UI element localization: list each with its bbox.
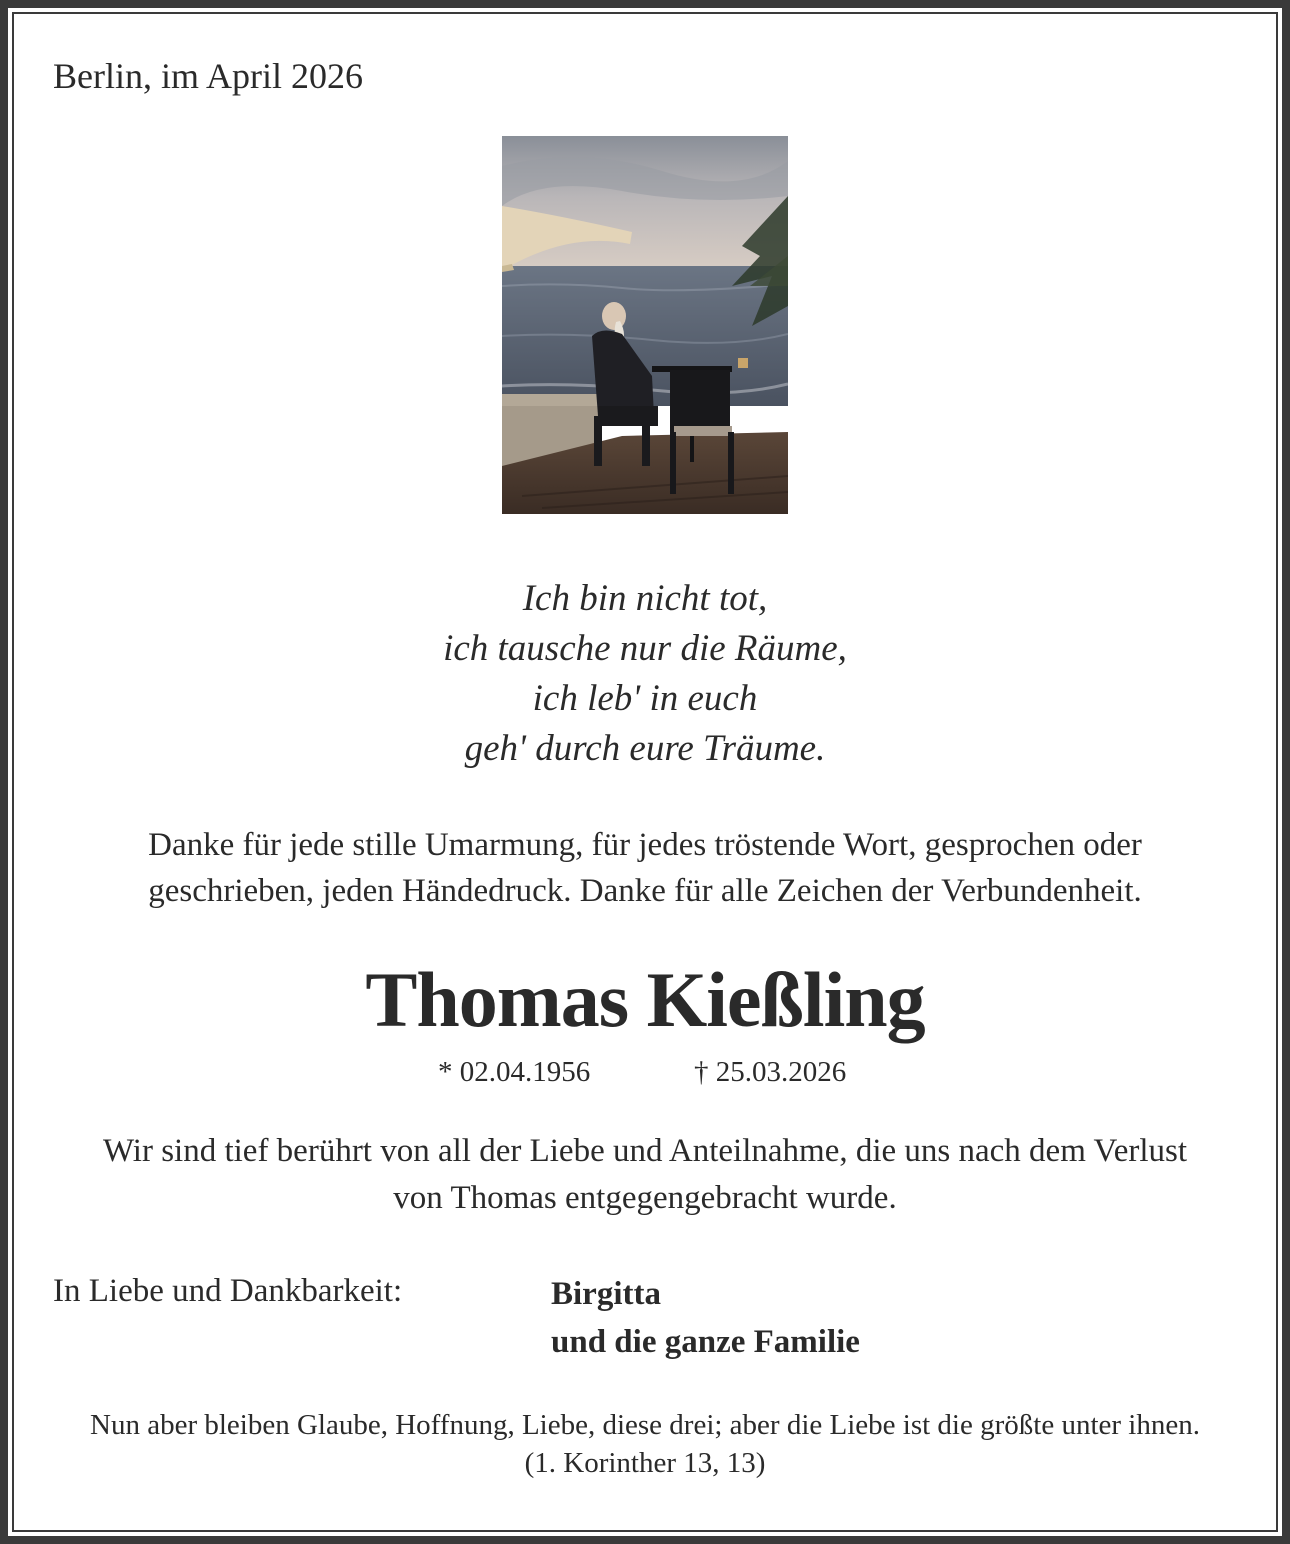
thanks-line: geschrieben, jeden Händedruck. Danke für alle Zeichen der Verbundenheit. <box>148 873 1142 909</box>
signature-names <box>551 1270 860 1366</box>
death-date: † 25.03.2026 <box>694 1056 847 1088</box>
poem-line: ich tausche nur die Räume, <box>443 628 847 669</box>
thanks-line: Danke für jede stille Umarmung, für jedes tröstende Wort, gesprochen oder <box>148 827 1142 863</box>
deceased-name: Thomas Kießling <box>365 956 925 1043</box>
signature-label: In Liebe und Dankbarkeit: <box>53 1273 403 1309</box>
memorial-photo-icon <box>502 136 788 514</box>
birth-date: * 02.04.1956 <box>438 1056 591 1088</box>
bible-verse <box>0 1406 1290 1482</box>
memorial-photo <box>502 136 788 514</box>
signer-name: Birgitta <box>551 1276 661 1312</box>
verse-reference: (1. Korinther 13, 13) <box>524 1447 766 1479</box>
thanks-paragraph <box>0 822 1290 914</box>
place-date: Berlin, im April 2026 <box>53 56 363 96</box>
poem-line: ich leb' in euch <box>532 678 758 719</box>
gratitude-line: Wir sind tief berührt von all der Liebe und Anteilnahme, die uns nach dem Verlust <box>102 1133 1188 1169</box>
signer-name: und die ganze Familie <box>551 1324 860 1360</box>
memorial-poem <box>0 574 1290 774</box>
gratitude-paragraph <box>0 1128 1290 1222</box>
poem-line: geh' durch eure Träume. <box>464 728 826 769</box>
verse-line: Nun aber bleiben Glaube, Hoffnung, Liebe, diese drei; aber die Liebe ist die größte unter ihnen. <box>90 1409 1200 1441</box>
gratitude-line: von Thomas entgegengebracht wurde. <box>393 1180 897 1216</box>
poem-line: Ich bin nicht tot, <box>522 578 768 619</box>
